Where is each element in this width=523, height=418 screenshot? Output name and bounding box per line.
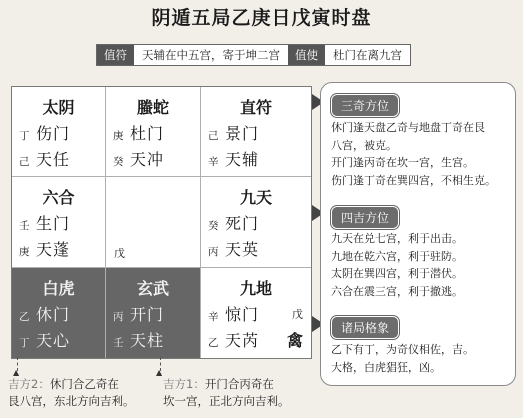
palace-stem: 庚	[19, 246, 30, 258]
palace-stem: 丙	[208, 246, 219, 258]
zhifu-text: 天辅在中五宫，寄于坤二宫	[134, 45, 288, 65]
sanqi-line: 开门逢丙奇在坎一宫，生宫。	[331, 156, 474, 170]
nine-palace-grid	[11, 86, 312, 359]
caption-left-line1: 休门合乙奇在	[49, 377, 119, 391]
palace-star: 天芮	[225, 331, 260, 350]
palace-star: 天冲	[130, 150, 165, 169]
palace-door: 死门	[225, 214, 260, 233]
palace-star: 天辅	[225, 150, 260, 169]
palace-stem: 壬	[19, 220, 30, 232]
caption-left-head: 吉方2：	[8, 377, 50, 391]
chart-title: 阴遁五局乙庚日戊寅时盘	[151, 7, 372, 29]
palace-li	[106, 87, 201, 177]
sanqi-line: 伤门逢丁奇在巽四宫，不相生克。	[331, 173, 496, 187]
palace-door: 生门	[36, 214, 71, 233]
palace-stem: 乙	[208, 337, 219, 349]
caption-left-line2: 艮八宫，东北方向吉利。	[8, 394, 135, 408]
palace-god: 螣蛇	[136, 98, 169, 117]
palace-stem: 癸	[113, 156, 124, 168]
palace-god: 九天	[239, 188, 272, 207]
caption-right-line1: 开门合丙奇在	[204, 377, 274, 391]
siji-line: 九天在兑七宫，利于出击。	[331, 232, 463, 245]
palace-stem: 己	[19, 156, 30, 168]
section-tag-geju: 诸局格象	[331, 316, 399, 339]
callout-marker-right: ▲	[156, 368, 163, 377]
palace-door: 开门	[130, 305, 165, 324]
palace-bird: 禽	[286, 331, 303, 350]
info-bar	[96, 44, 411, 66]
caption-right-head: 吉方1：	[163, 377, 205, 391]
geju-line: 乙下有丁，为奇仪相佐，吉。	[331, 343, 474, 356]
siji-line: 六合在震三宫，利于撤逃。	[331, 284, 463, 298]
caption-right-line2: 坎一宫，正北方向吉利。	[163, 394, 290, 408]
section-tag-siji: 四吉方位	[331, 206, 399, 229]
palace-extra-stem: 戊	[292, 308, 303, 321]
palace-door: 伤门	[36, 124, 71, 143]
caption-left	[8, 376, 135, 410]
palace-xun	[12, 87, 106, 177]
zhifu-label: 值符	[97, 45, 134, 65]
palace-god: 直符	[239, 98, 272, 117]
palace-god: 太阴	[42, 98, 75, 117]
palace-kun	[201, 87, 311, 177]
palace-god: 玄武	[136, 279, 169, 298]
palace-stem: 丙	[113, 311, 124, 323]
siji-list	[331, 230, 509, 300]
sanqi-line: 八宫，被克。	[331, 138, 397, 152]
callout-marker-left: ▲	[13, 368, 20, 377]
palace-stem: 癸	[208, 220, 219, 232]
palace-gen	[12, 268, 106, 358]
palace-star: 天心	[36, 331, 71, 350]
sanqi-list	[331, 119, 509, 189]
palace-dui	[201, 177, 311, 268]
palace-star: 天英	[225, 240, 260, 259]
analysis-panel	[320, 82, 516, 386]
caption-right	[163, 376, 290, 410]
palace-door: 惊门	[225, 305, 260, 324]
palace-god: 白虎	[42, 279, 75, 298]
palace-stem: 辛	[208, 311, 219, 323]
palace-stem: 庚	[113, 130, 124, 142]
palace-door: 杜门	[130, 124, 165, 143]
palace-stem: 辛	[208, 156, 219, 168]
palace-kan	[106, 268, 201, 358]
center-stem: 戊	[114, 247, 125, 260]
siji-line: 九地在乾六宫，利于驻防。	[331, 249, 463, 263]
palace-god: 九地	[239, 279, 272, 298]
palace-zhen	[12, 177, 106, 268]
palace-stem: 乙	[19, 311, 30, 323]
palace-qian	[201, 268, 311, 358]
palace-star: 天任	[36, 150, 71, 169]
sanqi-line: 休门逢天盘乙奇与地盘丁奇在艮	[331, 121, 485, 134]
geju-list	[331, 341, 509, 376]
palace-stem: 丁	[19, 337, 30, 349]
siji-line: 太阴在巽四宫，利于潜伏。	[331, 267, 463, 281]
palace-door: 景门	[225, 124, 260, 143]
palace-door: 休门	[36, 305, 71, 324]
palace-star: 天蓬	[36, 240, 71, 259]
palace-star: 天柱	[130, 331, 165, 350]
palace-center	[106, 177, 201, 268]
zhishi-label: 值使	[288, 45, 325, 65]
palace-stem: 丁	[19, 130, 30, 142]
palace-stem: 己	[208, 130, 219, 142]
zhishi-text: 杜门在离九宫	[325, 45, 410, 65]
palace-god: 六合	[42, 188, 75, 207]
section-tag-sanqi: 三奇方位	[331, 94, 399, 117]
geju-line: 大格，白虎猖狂，凶。	[331, 360, 441, 374]
palace-stem: 壬	[113, 337, 124, 349]
